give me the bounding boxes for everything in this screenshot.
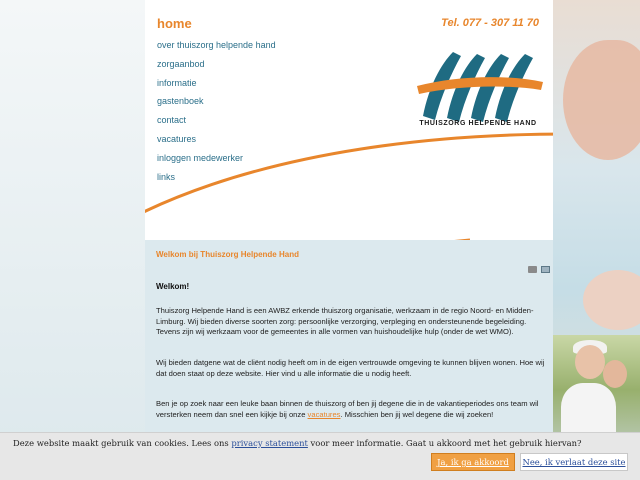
cookie-text-before: Deze website maakt gebruik van cookies. Lees ons xyxy=(13,438,232,448)
cookie-message xyxy=(13,438,581,448)
header-photo xyxy=(553,0,640,480)
main-column xyxy=(145,0,553,480)
cookie-bar xyxy=(0,432,640,480)
nav-home[interactable]: home xyxy=(157,16,192,31)
main-nav xyxy=(157,40,276,190)
nav-item-vacatures[interactable]: vacatures xyxy=(157,133,197,144)
jobs-text-after: . Misschien ben jij wel degene die wij zoeken! xyxy=(340,409,494,419)
print-icon[interactable] xyxy=(528,266,537,273)
logo-mark xyxy=(415,46,545,128)
info-paragraph: Wij bieden datgene wat de cliënt nodig heeft om in de eigen vertrouwde omgeving te kunnen blijven wonen. Hoe wij dat doen staat op deze website. Hier vind u alle informatie die u nodig heeft. xyxy=(156,358,545,378)
cookie-text-after: voor meer informatie. Gaat u akkoord met het gebruik hiervan? xyxy=(307,438,582,448)
nav-item-informatie[interactable]: informatie xyxy=(157,77,197,88)
nav-item-links[interactable]: links xyxy=(157,171,176,182)
intro-paragraph: Thuiszorg Helpende Hand is een AWBZ erkende thuiszorg organisatie, werkzaam in de regio Noord- en Midden-Limburg. Wij bieden diverse soorten zorg: persoonlijke verzorging, verpleging en ondersteunende begeleiding. Tevens zijn wij werkzaam voor de gemeentes in alle vormen van huishoudelijke hulp (onder de wet WMO). xyxy=(156,306,534,336)
jobs-paragraph xyxy=(156,399,548,420)
nav-item-gastenboek[interactable]: gastenboek xyxy=(157,96,204,107)
greeting: Welkom! xyxy=(156,282,190,291)
privacy-statement-link[interactable]: privacy statement xyxy=(231,438,308,448)
logo-text: THUISZORG HELPENDE HAND xyxy=(419,120,537,127)
elderly-couple-photo xyxy=(553,335,640,445)
nav-item-contact[interactable]: contact xyxy=(157,115,187,126)
jobs-text-before: Ben je op zoek naar een leuke baan binnen de thuiszorg of ben jij degene die in de vakantieperiodes ons team wil versterken neem dan snel een kijkje bij onze xyxy=(156,399,539,419)
nav-item-inloggen[interactable]: inloggen medewerker xyxy=(157,152,244,163)
phone-number: Tel. 077 - 307 11 70 xyxy=(441,17,539,29)
email-icon[interactable] xyxy=(541,266,550,273)
vacatures-link[interactable]: vacatures xyxy=(307,409,341,419)
nav-item-zorgaanbod[interactable]: zorgaanbod xyxy=(157,58,205,69)
cookie-accept-button[interactable]: Ja, ik ga akkoord xyxy=(431,453,515,471)
page-title: Welkom bij Thuiszorg Helpende Hand xyxy=(156,250,299,259)
cookie-decline-button[interactable]: Nee, ik verlaat deze site xyxy=(520,453,628,471)
photo-face-man xyxy=(575,345,605,379)
left-background xyxy=(0,0,145,480)
hands-photo-detail xyxy=(583,270,640,330)
nav-item-over[interactable]: over thuiszorg helpende hand xyxy=(157,40,276,50)
hands-photo xyxy=(563,40,640,160)
photo-face-woman xyxy=(603,360,627,388)
